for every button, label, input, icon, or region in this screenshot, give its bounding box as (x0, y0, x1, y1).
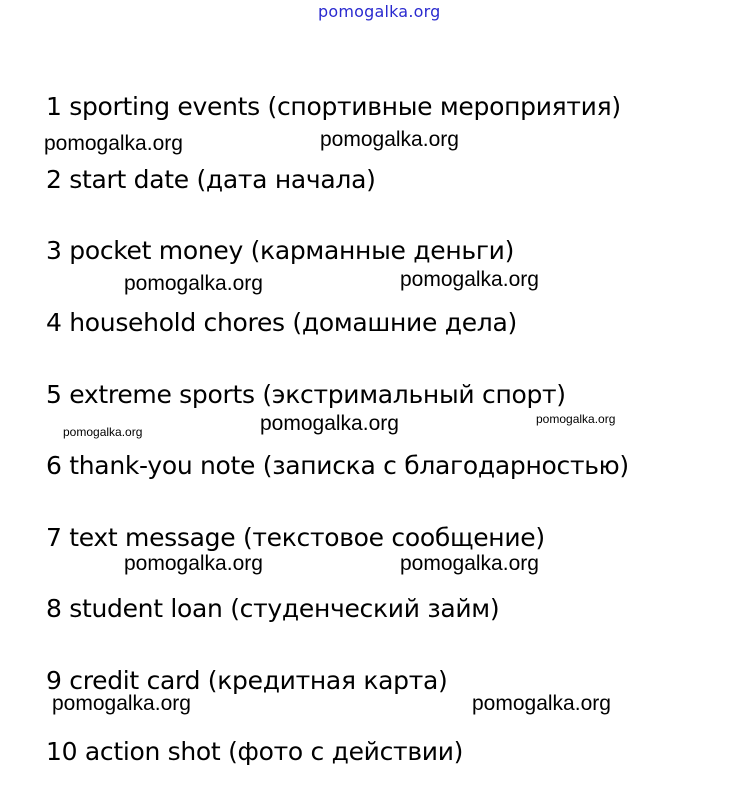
vocab-entry-1: 1 sporting events (спортивные мероприятия) (46, 92, 621, 121)
vocab-entry-8: 8 student loan (студенческий займ) (46, 594, 500, 623)
watermark: pomogalka.org (400, 268, 539, 291)
header-watermark: pomogalka.org (318, 2, 441, 21)
watermark: pomogalka.org (44, 132, 183, 155)
vocab-entry-4: 4 household chores (домашние дела) (46, 308, 517, 337)
vocab-entry-5: 5 extreme sports (экстримальный спорт) (46, 380, 566, 409)
vocab-entry-6: 6 thank-you note (записка с благодарностью) (46, 451, 629, 480)
watermark: pomogalka.org (124, 272, 263, 295)
vocab-entry-3: 3 pocket money (карманные деньги) (46, 236, 515, 265)
watermark: pomogalka.org (63, 425, 143, 439)
vocab-entry-2: 2 start date (дата начала) (46, 165, 376, 194)
vocab-entry-7: 7 text message (текстовое сообщение) (46, 523, 545, 552)
watermark: pomogalka.org (536, 412, 616, 426)
vocab-entry-10: 10 action shot (фото с действии) (46, 737, 464, 766)
watermark: pomogalka.org (320, 128, 459, 151)
vocab-entry-9: 9 credit card (кредитная карта) (46, 666, 448, 695)
watermark: pomogalka.org (260, 412, 399, 435)
watermark: pomogalka.org (400, 552, 539, 575)
watermark: pomogalka.org (472, 692, 611, 715)
watermark: pomogalka.org (124, 552, 263, 575)
watermark: pomogalka.org (52, 692, 191, 715)
